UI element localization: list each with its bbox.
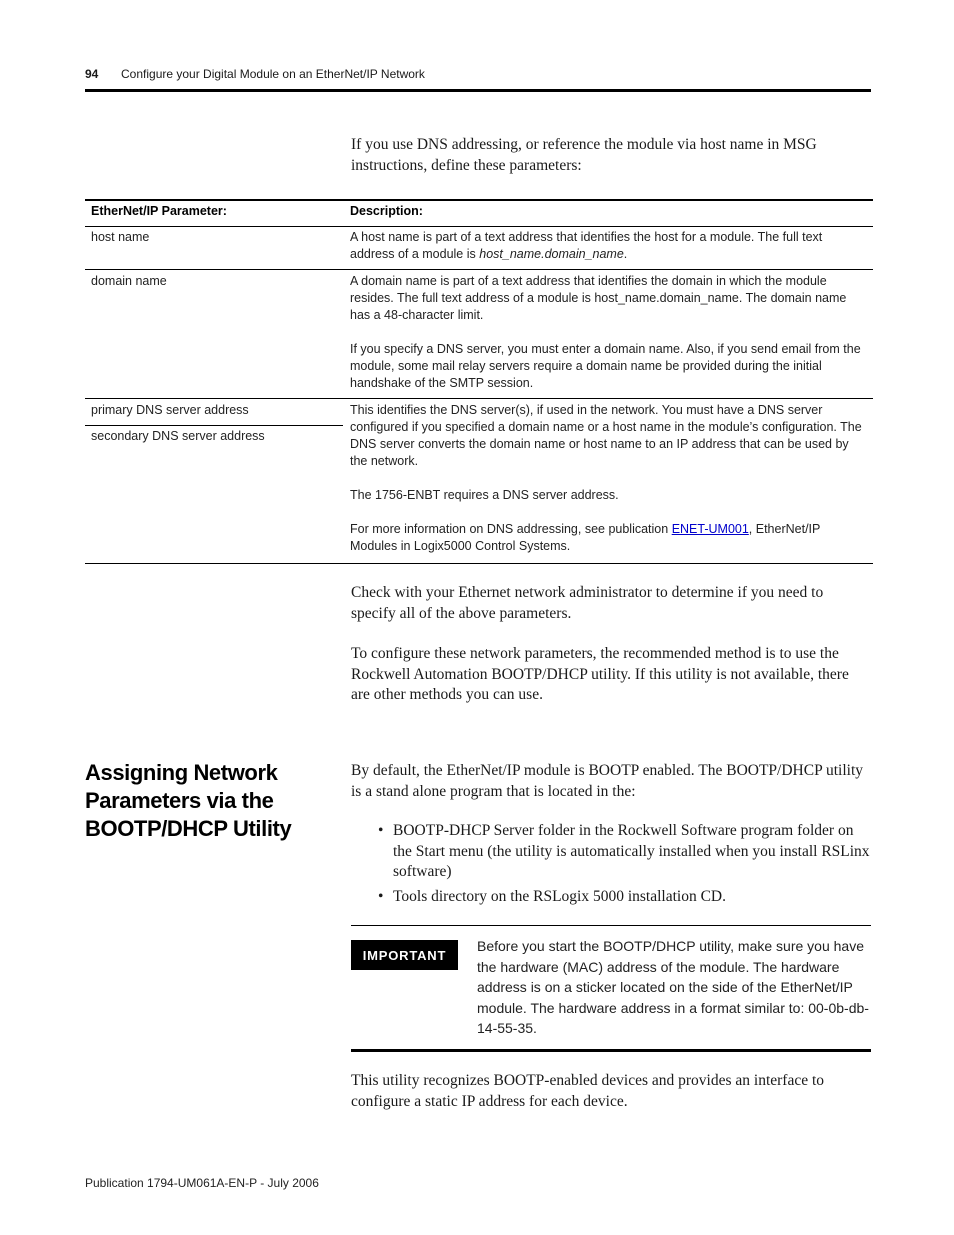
publication-footer: Publication 1794-UM061A-EN-P - July 2006 bbox=[85, 1176, 319, 1190]
desc-host-name-suffix: . bbox=[623, 247, 628, 261]
table-row-rule bbox=[85, 269, 873, 270]
desc-host-name-text: A host name is part of a text address that identifies the host for a module. The full text address of a module is bbox=[350, 230, 823, 261]
location-list bbox=[378, 821, 873, 911]
page-number: 94 bbox=[85, 67, 99, 81]
running-header-title: Configure your Digital Module on an EtherNet/IP Network bbox=[121, 67, 425, 81]
list-item-text: BOOTP-DHCP Server folder in the Rockwell Software program folder on the Start menu (the utility is automatically installed when you install RSLinx software) bbox=[393, 822, 870, 880]
important-text: Before you start the BOOTP/DHCP utility, make sure you have the hardware (MAC) address of the module. The hardware address is on a sticker located on the side of the EtherNet/IP module. The hardware address in a format similar to: 00-0b-db-14-55-35. bbox=[477, 938, 869, 1036]
desc-dns-p3 bbox=[350, 521, 868, 555]
list-item bbox=[378, 821, 873, 883]
important-badge: IMPORTANT bbox=[351, 940, 458, 970]
bullet-icon: • bbox=[378, 822, 384, 839]
desc-dns-p2: The 1756-ENBT requires a DNS server address. bbox=[350, 488, 619, 502]
param-secondary-dns: secondary DNS server address bbox=[91, 429, 265, 443]
desc-host-name bbox=[350, 229, 868, 263]
table-header-rule bbox=[85, 226, 873, 227]
config-paragraph: To configure these network parameters, the recommended method is to use the Rockwell Automation BOOTP/DHCP utility. If this utility is not available, there are other methods you can use. bbox=[351, 645, 849, 703]
param-host-name: host name bbox=[91, 230, 150, 244]
desc-domain-name bbox=[350, 273, 868, 392]
list-item-text: Tools directory on the RSLogix 5000 installation CD. bbox=[393, 887, 727, 905]
table-top-rule bbox=[85, 199, 873, 201]
table-row-rule bbox=[85, 398, 873, 399]
desc-dns-p3-suffix: , EtherNet/IP Modules in Logix5000 Control Systems. bbox=[350, 522, 821, 553]
utility-paragraph: This utility recognizes BOOTP-enabled devices and provides an interface to configure a static IP address for each device. bbox=[351, 1072, 825, 1110]
default-paragraph: By default, the EtherNet/IP module is BOOTP enabled. The BOOTP/DHCP utility is a stand alone program that is located in the: bbox=[351, 762, 864, 800]
table-header-desc: Description: bbox=[350, 204, 423, 218]
desc-dns bbox=[350, 402, 868, 555]
param-primary-dns: primary DNS server address bbox=[91, 403, 249, 417]
header-rule bbox=[85, 89, 871, 92]
table-header-param: EtherNet/IP Parameter: bbox=[91, 204, 227, 218]
bullet-icon: • bbox=[378, 887, 384, 905]
desc-host-name-italic: host_name.domain_name bbox=[479, 247, 624, 261]
desc-domain-name-p2: If you specify a DNS server, you must enter a domain name. Also, if you send email from the module, some mail relay servers require a domain name be provided during the initial handshake of the SMTP session. bbox=[350, 342, 861, 390]
table-bottom-rule bbox=[85, 563, 873, 564]
check-paragraph: Check with your Ethernet network administrator to determine if you need to specify all of the above parameters. bbox=[351, 584, 824, 622]
intro-paragraph: If you use DNS addressing, or reference the module via host name in MSG instructions, define these parameters: bbox=[351, 136, 817, 174]
enet-um001-link[interactable]: ENET-UM001 bbox=[671, 522, 749, 536]
section-heading: Assigning Network Parameters via the BOOTP/DHCP Utility bbox=[85, 760, 292, 841]
desc-dns-p3-text: For more information on DNS addressing, see publication bbox=[350, 522, 672, 536]
list-item bbox=[378, 887, 873, 908]
desc-dns-p1: This identifies the DNS server(s), if used in the network. You must have a DNS server configured if you specified a domain name or a host name in the module’s configuration. The DNS server converts the domain name or host name to an IP address that can be used by the network. bbox=[350, 403, 862, 468]
param-domain-name: domain name bbox=[91, 274, 167, 288]
important-bottom-rule bbox=[351, 1049, 871, 1052]
desc-domain-name-p1: A domain name is part of a text address that identifies the domain in which the module resides. The full text address of a module is host_name.domain_name. The domain name has a 48-character limit. bbox=[350, 274, 847, 322]
table-sub-rule bbox=[85, 425, 343, 426]
important-top-rule bbox=[351, 925, 871, 926]
